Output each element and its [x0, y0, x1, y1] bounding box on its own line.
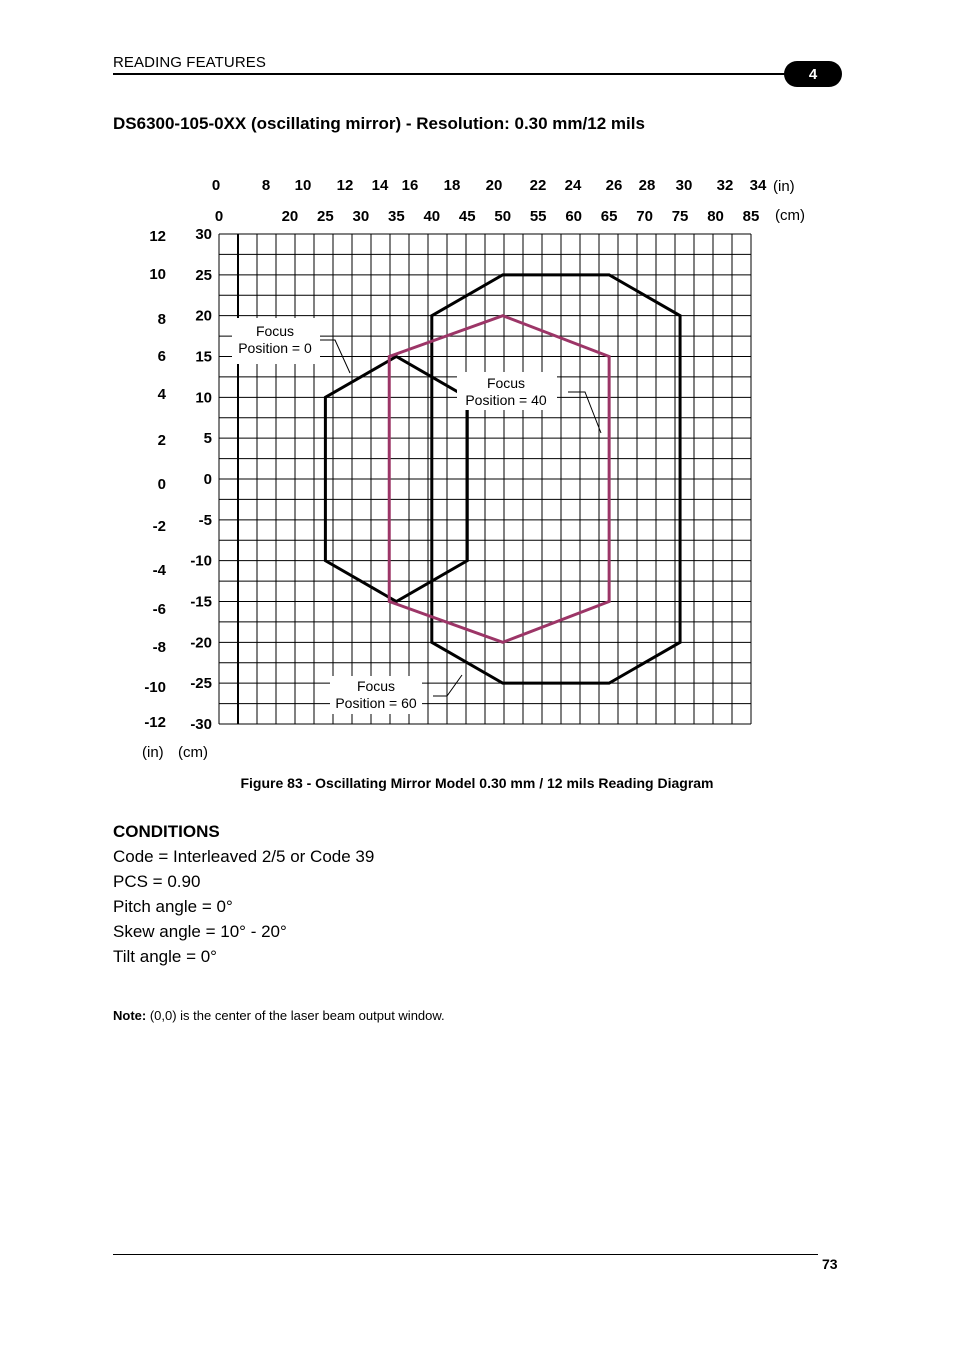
chart-grid [219, 234, 751, 724]
y-tick-label-cm: -25 [190, 675, 212, 693]
x-tick-label-cm: 70 [636, 208, 653, 225]
x-tick-label-in: 20 [485, 177, 503, 194]
y-tick-label-in: -2 [152, 518, 166, 535]
y-tick-label-in: 0 [157, 476, 166, 493]
chapter-badge: 4 [784, 61, 842, 87]
y-tick-label-in: -6 [152, 601, 166, 618]
x-tick-label-cm: 0 [214, 208, 224, 225]
x-tick-label-in: 34 [749, 177, 767, 194]
y-tick-label-cm: -15 [190, 593, 212, 611]
x-tick-label-cm: 30 [352, 208, 370, 225]
y-tick-label-in: 6 [157, 348, 166, 365]
x-tick-label-cm: 20 [281, 208, 299, 225]
footer-rule [113, 1254, 818, 1255]
x-tick-label-in: 14 [371, 177, 389, 194]
note-label: Note: [113, 1008, 147, 1023]
condition-code: Code = Interleaved 2/5 or Code 39 [113, 847, 375, 866]
x-tick-label-cm: 55 [529, 208, 547, 225]
x-tick-label-in: 10 [294, 177, 312, 194]
callout-position-focus-40: Position = 40 [465, 392, 547, 408]
x-tick-label-cm: 50 [494, 208, 512, 225]
y-tick-label-in: -12 [144, 714, 166, 731]
x-tick-label-cm: 45 [458, 208, 476, 225]
callout-position-focus-60: Position = 60 [335, 695, 417, 711]
y-tick-label-cm: -10 [190, 552, 212, 570]
y-tick-label-in: 4 [157, 386, 166, 403]
x-unit-cm: (cm) [775, 207, 805, 224]
y-tick-label-cm: 15 [195, 348, 212, 366]
page-number: 73 [822, 1256, 838, 1272]
callout-label-focus-60: Focus [356, 678, 396, 694]
conditions-heading: CONDITIONS [113, 822, 220, 841]
note [113, 1008, 445, 1023]
x-tick-label-in: 26 [605, 177, 623, 194]
figure-caption: Figure 83 - Oscillating Mirror Model 0.30 mm / 12 mils Reading Diagram [240, 775, 714, 791]
y-tick-label-in: 12 [149, 228, 166, 245]
x-tick-label-cm: 75 [671, 208, 689, 225]
x-unit-in: (in) [773, 178, 795, 195]
running-header: READING FEATURES [113, 54, 267, 71]
y-tick-label-in: -4 [152, 562, 166, 579]
y-axis-cm-ticks [190, 226, 212, 733]
callout-position-focus-0: Position = 0 [238, 340, 312, 356]
x-tick-label-cm: 35 [387, 208, 405, 225]
y-tick-label-cm: 0 [203, 471, 212, 488]
section-heading: DS6300-105-0XX (oscillating mirror) - Resolution: 0.30 mm/12 mils [113, 114, 645, 133]
condition-pitch: Pitch angle = 0° [113, 897, 233, 916]
x-tick-label-cm: 65 [600, 208, 618, 225]
y-tick-label-in: 10 [149, 266, 166, 283]
y-tick-label-cm: -5 [198, 511, 212, 529]
x-tick-label-cm: 80 [707, 208, 724, 225]
y-tick-label-in: -10 [144, 679, 166, 696]
x-tick-label-cm: 25 [317, 208, 334, 225]
condition-pcs: PCS = 0.90 [113, 872, 201, 891]
x-tick-label-cm: 40 [423, 208, 441, 225]
y-unit-cm: (cm) [178, 744, 208, 761]
x-tick-label-in: 0 [211, 177, 221, 194]
x-tick-label-in: 28 [638, 177, 656, 194]
callout-leader-focus-40 [568, 392, 601, 433]
x-tick-label-cm: 85 [742, 208, 760, 225]
y-tick-label-cm: -30 [190, 716, 212, 733]
y-tick-label-cm: 25 [195, 266, 212, 284]
x-tick-label-in: 22 [529, 177, 547, 194]
condition-skew: Skew angle = 10° - 20° [113, 922, 287, 941]
callout-label-focus-40: Focus [486, 375, 526, 391]
note-text: (0,0) is the center of the laser beam output window. [146, 1008, 445, 1023]
x-tick-label-in: 32 [716, 177, 734, 194]
y-tick-label-in: 8 [157, 311, 166, 328]
callout-label-focus-0: Focus [255, 323, 295, 339]
y-tick-label-cm: 30 [195, 226, 212, 243]
x-tick-label-cm: 60 [565, 208, 583, 225]
y-axis-in-ticks [144, 228, 166, 731]
y-tick-label-cm: 20 [195, 307, 212, 325]
x-axis-cm-ticks [215, 208, 760, 225]
x-tick-label-in: 18 [443, 177, 461, 194]
x-tick-label-in: 12 [336, 177, 354, 194]
x-tick-label-in: 16 [401, 177, 419, 194]
y-tick-label-in: 2 [157, 432, 166, 449]
y-tick-label-cm: 5 [203, 430, 212, 448]
x-tick-label-in: 24 [564, 177, 582, 194]
y-tick-label-cm: 10 [195, 389, 212, 407]
y-unit-in: (in) [142, 744, 164, 761]
x-tick-label-in: 8 [261, 177, 271, 194]
x-tick-label-in: 30 [675, 177, 693, 194]
y-tick-label-in: -8 [152, 639, 166, 656]
condition-tilt: Tilt angle = 0° [113, 947, 217, 966]
y-tick-label-cm: -20 [190, 634, 212, 652]
x-axis-in-ticks [212, 177, 767, 194]
